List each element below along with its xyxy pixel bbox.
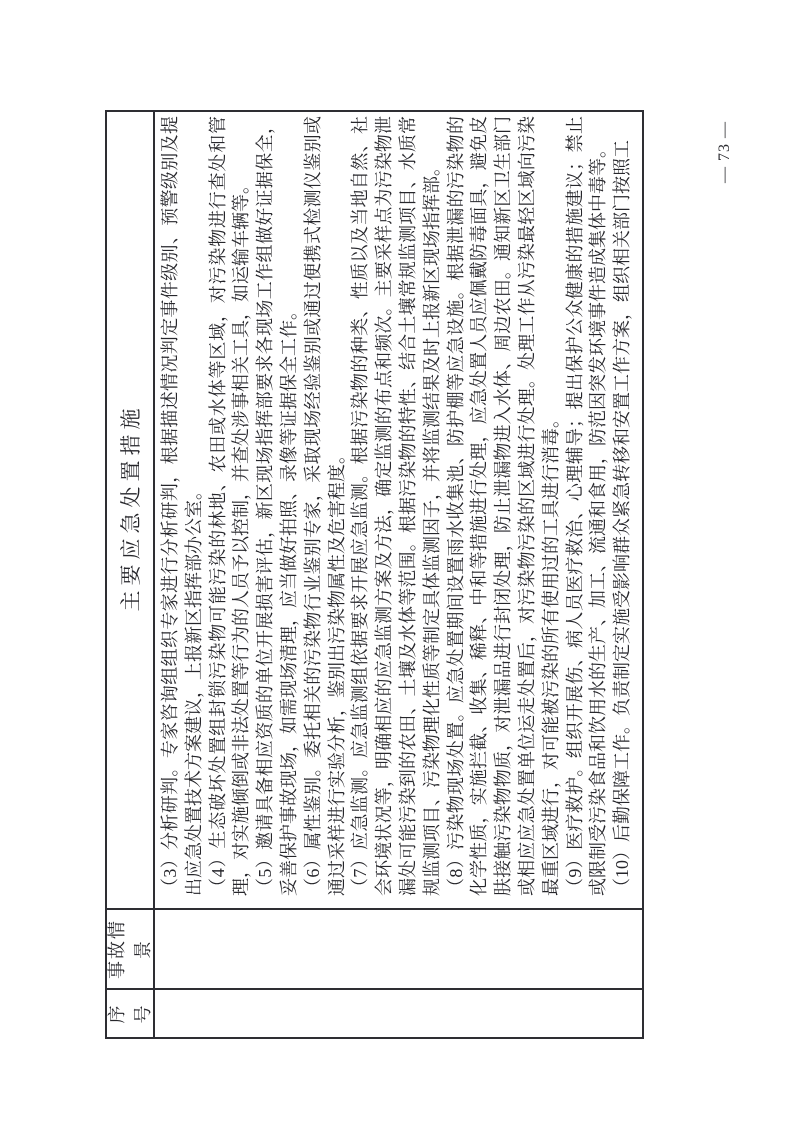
header-cell-scenario: 事故情景 — [107, 908, 155, 988]
body-cell-serial — [155, 988, 642, 1037]
header-cell-serial: 序号 — [107, 988, 155, 1037]
measure-paragraph: （3）分析研判。专家咨询组组织专家进行分析研判，根据描述情况判定事件级别、预警级别及提出应急处置技术方案建议，上报新区指挥部办公室。 — [160, 116, 204, 896]
measures-table — [105, 110, 644, 1039]
body-cell-measures — [155, 112, 642, 908]
measure-paragraph: （5）邀请具备相应资质的单位开展损害评估，新区现场指挥部要求各现场工作组做好证据保全，妥善保护事故现场，如需现场清理，应当做好拍照、录像等证据保全工作。 — [255, 116, 299, 896]
body-cell-scenario — [155, 908, 642, 988]
page-number: — 73 — — [716, 121, 733, 183]
measure-paragraph: （8）污染物现场处置。应急处置期间设置雨水收集池、防护棚等应急设施。根据泄漏的污染物的化学性质，实施拦截、收集、稀释、中和等措施进行处理，应急处置人员应佩戴防毒面具，避免皮肤接触污染物物质，对泄漏品进行封闭处理，防止泄漏物进入水体、周边农田。通知新区卫生部门或相应应急处置单位运走处置后，对污染物污染的区域进行处理。处理工作从污染最轻区域向污染最重区域进行，对可能被污染的所有使用过的工具进行消毒。 — [445, 116, 561, 896]
measure-paragraph: （7）应急监测。应急监测组依据要求开展应急监测。根据污染物的种类、性质以及当地自然、社会环境状况等，明确相应的应急监测方案及方法，确定监测的布点和频次。主要采样点为污染物泄漏处可能污染到的农田、土壤及水体等范围。根据污染物的特性、结合土壤常规监测项目、水质常规监测项目、污染物理化性质等制定具体监测因子，并将监测结果及时上报新区现场指挥部。 — [350, 116, 442, 896]
measure-paragraph: （9）医疗救护。组织开展伤、病人员医疗救治、心理辅导；提出保护公众健康的措施建议；禁止或限制受污染食品和饮用水的生产、加工、流通和食用，防范因突发环境事件造成集体中毒等。 — [564, 116, 609, 896]
measure-paragraph: （4）生态破坏处置组封锁污染物可能污染的林地、农田或水体等区域，对污染物进行查处和管理，对实施倾倒或非法处置等行为的人员予以控制，并查处涉事相关工具，如运输车辆等。 — [207, 116, 252, 896]
measure-paragraph: （6）属性鉴别。委托相关的污染物行业鉴别专家，采取现场经验鉴别或通过便携式检测仪鉴别或通过采样进行实验分析，鉴别出污染物属性及危害程度。 — [302, 116, 347, 896]
measure-paragraph: （10）后勤保障工作。负责制定实施受影响群众紧急转移和安置工作方案，组织相关部门按照工 — [612, 140, 633, 896]
header-cell-measures: 主要应急处置措施 — [107, 112, 155, 908]
